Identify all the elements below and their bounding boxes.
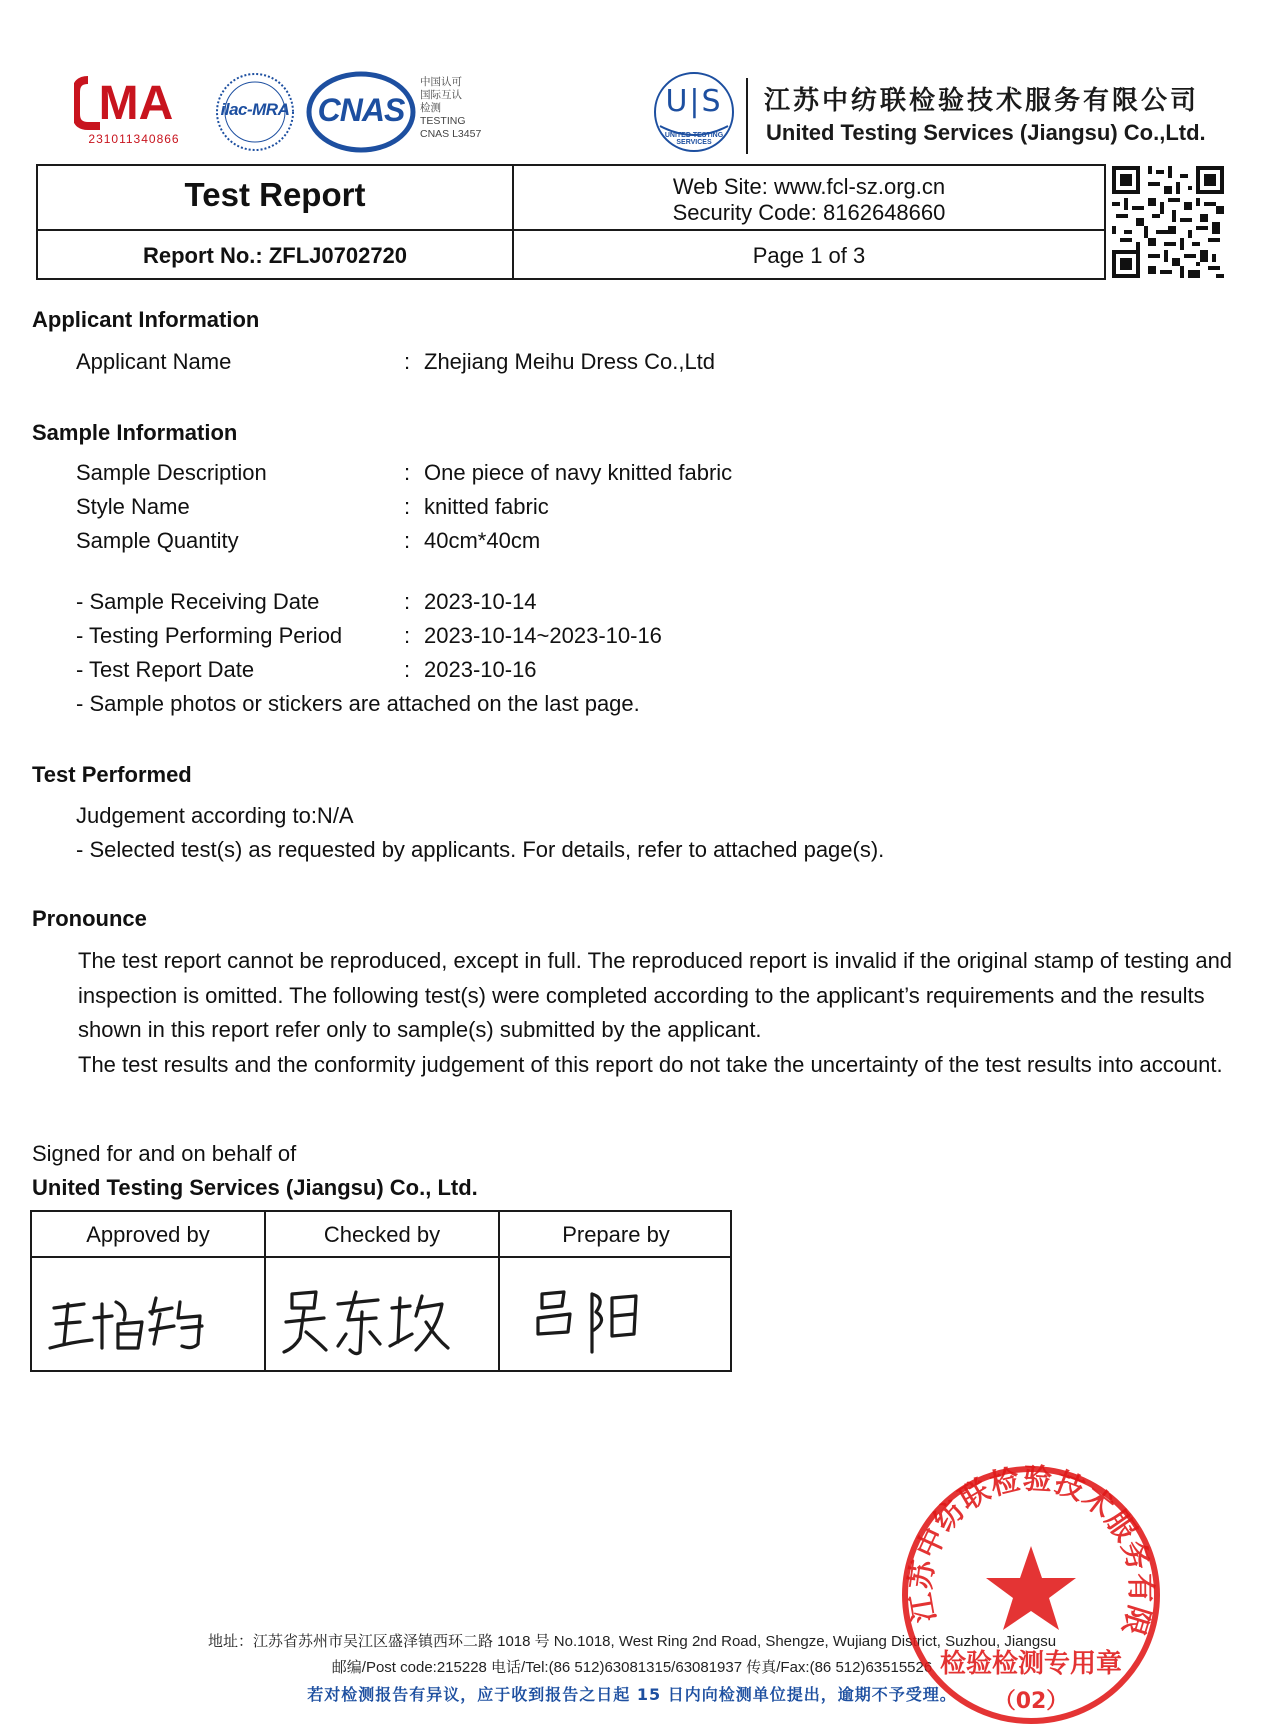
uts-logo: [652, 70, 736, 154]
style-name-label: Style Name: [76, 494, 190, 519]
field-colon: :: [404, 589, 411, 614]
applicant-name-label: Applicant Name: [76, 349, 232, 374]
page-indicator: Page 1 of 3: [752, 243, 866, 268]
signed-on-behalf: Signed for and on behalf of: [32, 1141, 297, 1166]
company-name-en: United Testing Services (Jiangsu) Co.,Ltd.: [766, 120, 1206, 145]
sample-description-label: Sample Description: [76, 460, 267, 485]
seal-number: （02）: [993, 1689, 1069, 1714]
table-divider: [32, 1256, 730, 1258]
selected-tests-note: - Selected test(s) as requested by applicants. For details, refer to attached page(s).: [76, 837, 885, 862]
cnas-logo: [306, 70, 416, 154]
field-colon: :: [404, 349, 411, 374]
ilac-mra-text: ilac-MRA: [220, 100, 290, 119]
cnas-accreditation-note: [420, 76, 520, 141]
cnas-note-line: CNAS L3457: [420, 128, 482, 140]
sample-quantity-value: 40cm*40cm: [424, 528, 541, 553]
report-date-value: 2023-10-16: [424, 657, 537, 682]
field-colon: :: [404, 528, 411, 553]
receiving-date-value: 2023-10-14: [424, 589, 537, 614]
signing-company: United Testing Services (Jiangsu) Co., Ltd.: [32, 1175, 478, 1200]
testing-period-label: - Testing Performing Period: [76, 623, 343, 648]
cma-logo: [74, 72, 192, 152]
prepare-by-header: Prepare by: [562, 1222, 670, 1247]
cnas-note-line: 中国认可: [420, 76, 462, 88]
pronounce-paragraph: The test report cannot be reproduced, except in full. The reproduced report is invalid if the original stamp of testing and inspection is omitted. The following test(s) were completed according to the applicant’s requirements and the results shown in this report refer only to sample(s) submitted by the applicant.: [78, 948, 1233, 1042]
pronounce-heading: Pronounce: [32, 906, 147, 931]
report-number: Report No.: ZFLJ0702720: [142, 243, 408, 268]
cnas-note-line: 检测: [420, 102, 441, 114]
test-performed-heading: Test Performed: [32, 762, 192, 787]
seal-purpose: 检验检测专用章: [939, 1649, 1123, 1679]
sample-quantity-label: Sample Quantity: [76, 528, 239, 553]
report-title: Test Report: [184, 176, 366, 213]
qr-code-icon: [1112, 166, 1224, 278]
receiving-date-label: - Sample Receiving Date: [76, 589, 320, 614]
security-code: Security Code: 8162648660: [672, 200, 946, 225]
cma-number: 231011340866: [88, 132, 180, 146]
checked-by-signature: [266, 1268, 498, 1360]
table-divider: [38, 229, 1104, 231]
cnas-note-line: 国际互认: [420, 89, 462, 101]
applicant-name-value: Zhejiang Meihu Dress Co.,Ltd: [424, 349, 716, 374]
company-name-cn: 江苏中纺联检验技术服务有限公司: [764, 86, 1200, 116]
field-colon: :: [404, 494, 411, 519]
footer-address: 地址：江苏省苏州市吴江区盛泽镇西环二路 1018 号 No.1018, West Ring 2nd Road, Shengze, Wujiang District, Suzhou, Jiangsu: [207, 1633, 1057, 1650]
cnas-text: CNAS: [317, 92, 405, 128]
seal-star-icon: [986, 1546, 1076, 1630]
applicant-heading: Applicant Information: [32, 307, 260, 332]
cnas-note-line: TESTING: [420, 115, 466, 127]
uts-letters: U|S: [665, 84, 723, 119]
sample-heading: Sample Information: [32, 420, 238, 445]
footer-contact: 邮编/Post code:215228 电话/Tel:(86 512)63081315/63081937 传真/Fax:(86 512)63515526: [331, 1659, 933, 1676]
checked-by-header: Checked by: [323, 1222, 441, 1247]
report-date-label: - Test Report Date: [76, 657, 255, 682]
approved-by-header: Approved by: [86, 1222, 210, 1247]
style-name-value: knitted fabric: [424, 494, 549, 519]
website[interactable]: Web Site: www.fcl-sz.org.cn: [672, 174, 946, 199]
footer-notice: 若对检测报告有异议，应于收到报告之日起 15 日内向检测单位提出，逾期不予受理。: [307, 1685, 957, 1704]
header-divider: [746, 78, 748, 154]
approved-by-signature: [32, 1268, 264, 1360]
sample-description-value: One piece of navy knitted fabric: [424, 460, 733, 485]
official-seal: [896, 1460, 1166, 1730]
testing-period-value: 2023-10-14~2023-10-16: [424, 623, 662, 648]
signature-table: [30, 1210, 732, 1372]
judgement-line: Judgement according to:N/A: [76, 803, 354, 828]
website-security: [514, 174, 1104, 226]
pronounce-paragraph: The test results and the conformity judgement of this report do not take the uncertainty of the test results into account.: [78, 1051, 1223, 1077]
report-header-table: [36, 164, 1106, 280]
field-colon: :: [404, 623, 411, 648]
pronounce-text: [78, 944, 1238, 1082]
field-colon: :: [404, 460, 411, 485]
field-colon: :: [404, 657, 411, 682]
cma-logo-text: MA: [98, 77, 174, 130]
uts-subtext: UNITED TESTING SERVICES: [664, 132, 724, 146]
ilac-mra-logo: [212, 70, 298, 154]
sample-photos-note: - Sample photos or stickers are attached on the last page.: [76, 691, 640, 716]
prepare-by-signature: [500, 1268, 732, 1360]
seal-arc-text: 江苏中纺联检验技术服务有限: [903, 1461, 1159, 1641]
